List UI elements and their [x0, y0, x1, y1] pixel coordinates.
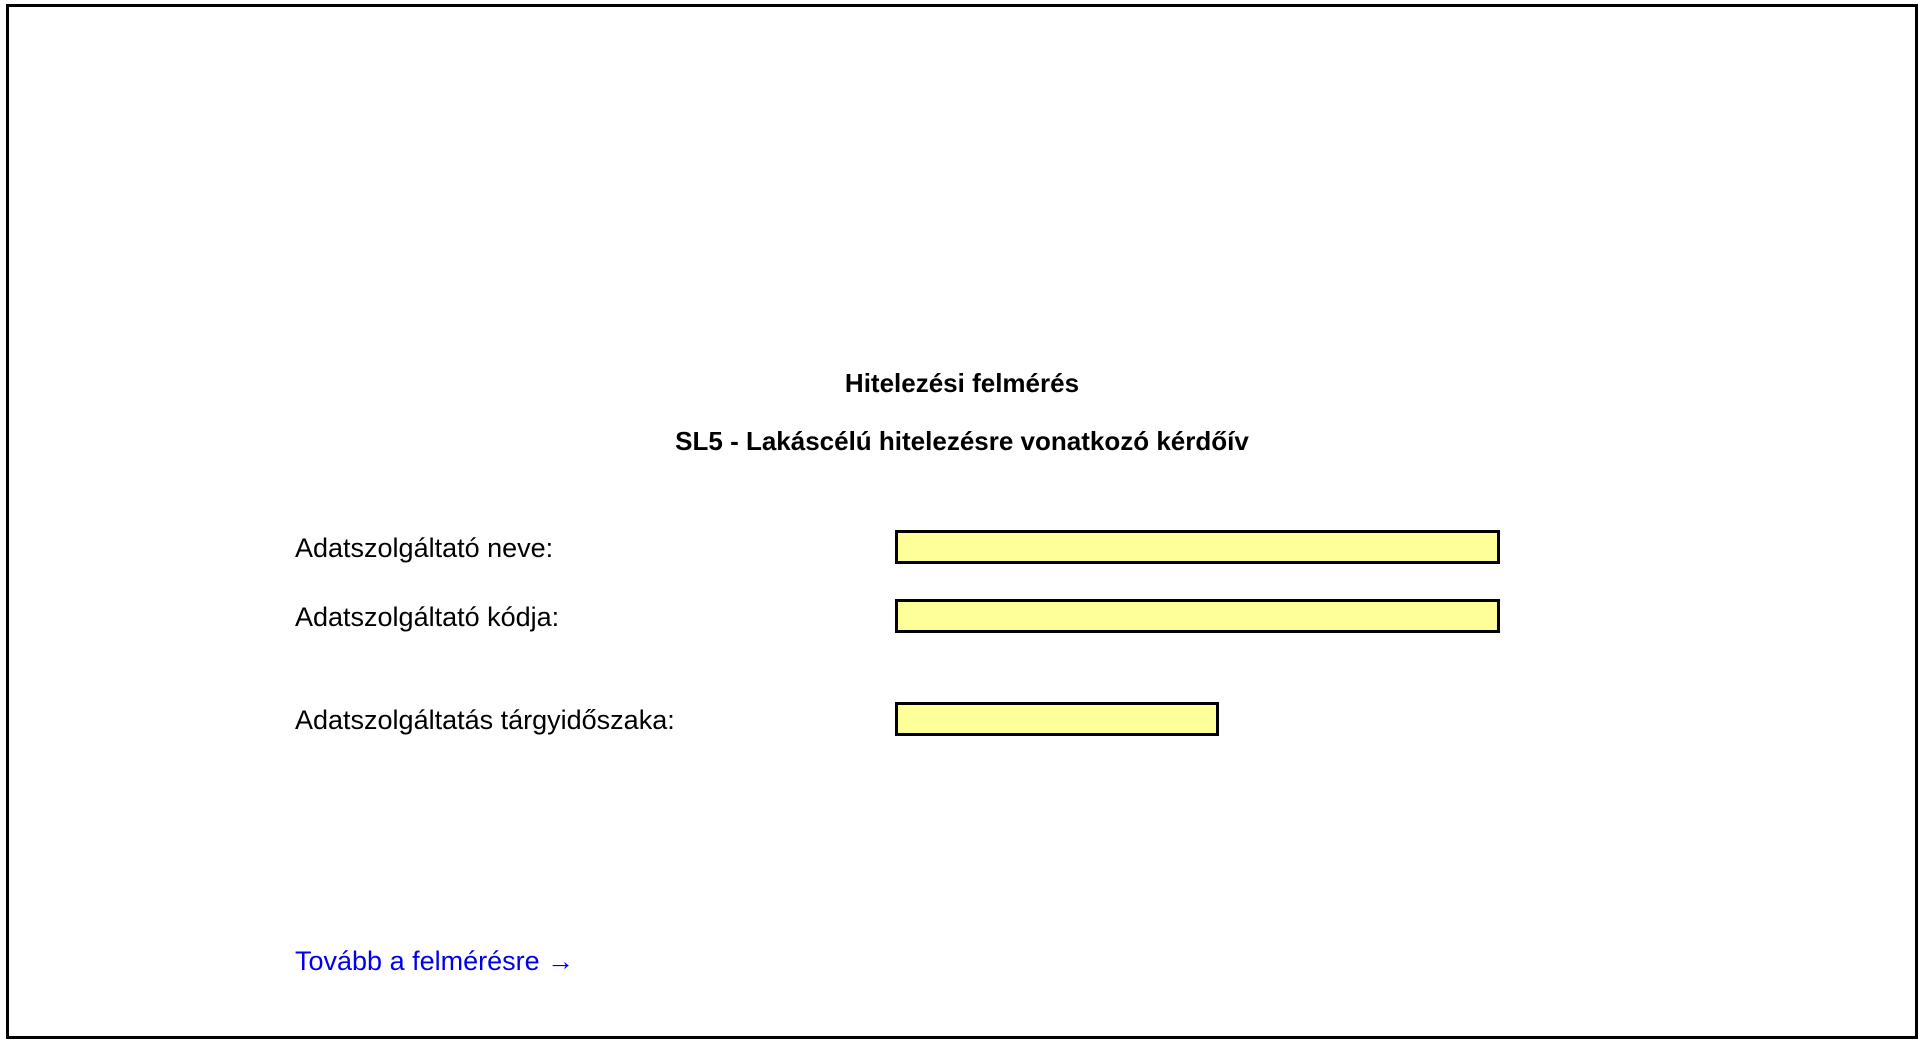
page-subtitle: SL5 - Lakáscélú hitelezésre vonatkozó kérdőív [675, 426, 1249, 456]
provider-code-input[interactable] [895, 599, 1500, 633]
provider-name-input[interactable] [895, 530, 1500, 564]
continue-to-survey-link[interactable]: Tovább a felmérésre → [295, 946, 575, 976]
form-frame [6, 4, 1918, 1039]
reporting-period-label: Adatszolgáltatás tárgyidőszaka: [295, 705, 675, 735]
provider-name-label: Adatszolgáltató neve: [295, 533, 554, 563]
page-title: Hitelezési felmérés [844, 368, 1080, 398]
provider-code-label: Adatszolgáltató kódja: [295, 602, 560, 632]
reporting-period-input[interactable] [895, 702, 1219, 736]
